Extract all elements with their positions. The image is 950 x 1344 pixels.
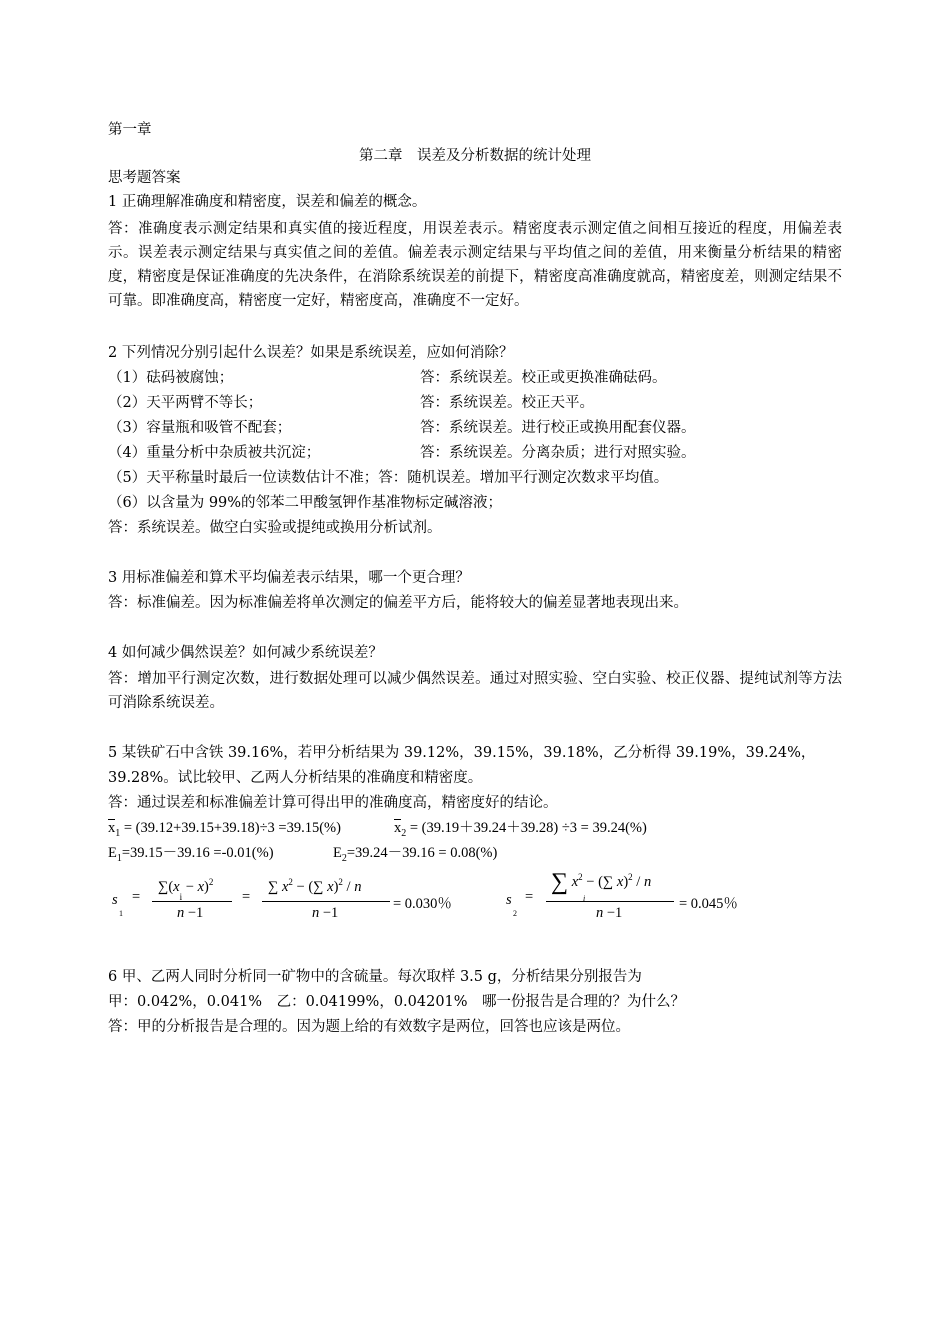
q6-reports: 甲：0.042%，0.041% 乙：0.04199%，0.04201% 哪一份报告是合理的？为什么？ xyxy=(108,994,686,1010)
x1-subscript: 1 xyxy=(115,827,121,839)
q2-case-5: （5）天平称量时最后一位读数估计不准；答：随机误差。增加平行测定次数求平均值。 xyxy=(108,470,669,486)
x2-mean-equation xyxy=(394,818,647,844)
x1-mean-equation xyxy=(108,818,341,844)
s2-result: = 0.045％ xyxy=(679,896,738,912)
q2-case-3: （3）容量瓶和吸管不配套； xyxy=(108,420,292,436)
e2-symbol: E xyxy=(333,845,342,861)
q4-question: 4 如何减少偶然误差？如何减少系统误差？ xyxy=(108,645,383,661)
q2-answer-4: 答：系统误差。分离杂质；进行对照实验。 xyxy=(420,445,696,461)
q2-question: 2 下列情况分别引起什么误差？如果是系统误差，应如何消除？ xyxy=(108,345,514,361)
e1-symbol: E xyxy=(108,845,117,861)
q2-answer-1: 答：系统误差。校正或更换准确砝码。 xyxy=(420,370,667,386)
q3-answer: 答：标准偏差。因为标准偏差将单次测定的偏差平方后，能将较大的偏差显著地表现出来。 xyxy=(108,595,688,611)
q3-question: 3 用标准偏差和算术平均偏差表示结果，哪一个更合理？ xyxy=(108,570,470,586)
q2-case-6: （6）以含量为 99%的邻苯二甲酸氢钾作基准物标定碱溶液； xyxy=(108,495,503,511)
q4-answer: 答：增加平行测定次数，进行数据处理可以减少偶然误差。通过对照实验、空白实验、校正仪器、提纯试剂等方法可消除系统误差。 xyxy=(108,671,842,711)
q1-answer: 答：准确度表示测定结果和真实值的接近程度，用误差表示。精密度表示测定值之间相互接近的程度，用偏差表示。误差表示测定结果与真实值之间的差值。偏差表示测定结果与平均值之间的差值，用来衡量分析结果的精密度，精密度是保证准确度的先决条件，在消除系统误差的前提下，精密度高准确度就高，精密度差，则测定结果不可靠。即准确度高，精密度一定好，精密度高，准确度不一定好。 xyxy=(108,221,842,309)
e2-expression: =39.24－39.16 = 0.08(%) xyxy=(346,845,498,861)
e1-expression: =39.15－39.16 =-0.01(%) xyxy=(121,845,274,861)
e2-equation xyxy=(333,843,497,869)
e1-equation xyxy=(108,843,274,869)
q5-question-line2: 39.28%。试比较甲、乙两人分析结果的准确度和精密度。 xyxy=(108,770,483,786)
q2-answer-2: 答：系统误差。校正天平。 xyxy=(420,395,594,411)
chapter-two-title: 第二章 误差及分析数据的统计处理 xyxy=(359,148,591,164)
q5-answer: 答：通过误差和标准偏差计算可得出甲的准确度高，精密度好的结论。 xyxy=(108,795,558,811)
chapter-one-heading: 第一章 xyxy=(108,122,152,138)
q6-answer: 答：甲的分析报告是合理的。因为题上给的有效数字是两位，回答也应该是两位。 xyxy=(108,1019,630,1035)
x1-expression: = (39.12+39.15+39.18)÷3 =39.15(%) xyxy=(120,820,341,836)
q1-question: 1 正确理解准确度和精密度，误差和偏差的概念。 xyxy=(108,194,427,210)
q6-question: 6 甲、乙两人同时分析同一矿物中的含硫量。每次取样 3.5 g，分析结果分别报告为 xyxy=(108,969,642,985)
e2-subscript: 2 xyxy=(341,852,347,864)
q2-case-1: （1）砝码被腐蚀； xyxy=(108,370,234,386)
q2-answer-6: 答：系统误差。做空白实验或提纯或换用分析试剂。 xyxy=(108,520,442,536)
x1-mean-symbol: x xyxy=(108,820,116,836)
q2-case-4: （4）重量分析中杂质被共沉淀； xyxy=(108,445,321,461)
x2-mean-symbol: x xyxy=(394,820,402,836)
x2-subscript: 2 xyxy=(401,827,407,839)
q2-answer-3: 答：系统误差。进行校正或换用配套仪器。 xyxy=(420,420,696,436)
e1-subscript: 1 xyxy=(116,852,122,864)
q2-case-2: （2）天平两臂不等长； xyxy=(108,395,263,411)
q5-question-line1: 5 某铁矿石中含铁 39.16%，若甲分析结果为 39.12%，39.15%，39.18%，乙分析得 39.19%，39.24%， xyxy=(108,745,816,761)
x2-expression: = (39.19＋39.24＋39.28) ÷3 = 39.24(%) xyxy=(406,820,647,836)
s1-result: = 0.030％ xyxy=(393,896,452,912)
section-heading: 思考题答案 xyxy=(108,170,181,186)
